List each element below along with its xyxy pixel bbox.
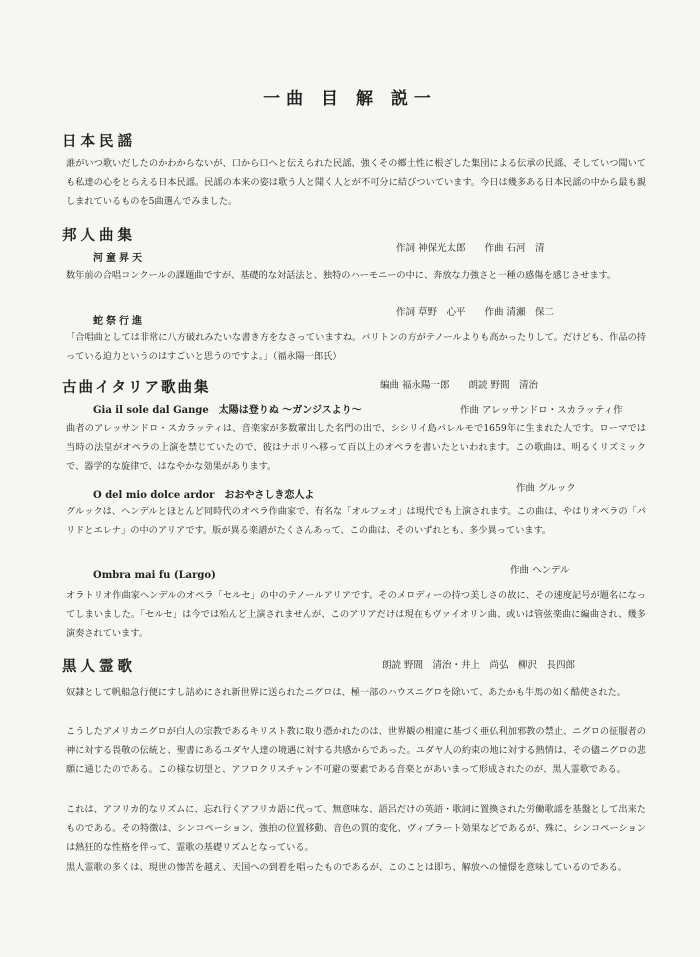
kokujin-paragraph-1: 奴隷として帆船急行便にすし詰めにされ新世界に送られたニグロは、極一部のハウスニグロを除いて、あたかも牛馬の如く酷使された。 [66,687,626,698]
credit-odel: 作曲 グルック [516,483,576,494]
credit-ombra: 作曲 ヘンデル [510,565,570,576]
page-title: 一曲 目 解 説一 [263,89,437,109]
ombra-text: オラトリオ作曲家ヘンデルのオペラ「セルセ」の中のテノールアリアです。そのメロディーの持つ美しさの故に、その速度記号が題名になってしまいました。「セルセ」は今では殆んど上演されませんが、このアリアだけは現在もヴァイオリン曲、或いは管弦楽曲に編曲され、幾多演奏されています。 [66,590,646,639]
gia-text: 曲者のアレッサンドロ・スカラッティは、音楽家が多数輩出した名門の出で、シシリイ島パレルモで1659年に生まれた人です。ローマでは当時の法皇がオペラの上演を禁じていたので、彼はナポリへ移って百以上のオペラを書いたといわれます。この歌曲は、明るくリズミックで、器学的な旋律で、はなやかな効果があります。 [66,423,646,472]
song-title-gia: Gia il sole dal Gange 太陽は登りぬ ～ガンジスより～ [93,405,362,416]
credit-kokujin: 朗読 野間 清治・井上 尚弘 柳沢 長四郎 [382,660,576,671]
song-title-ombra: Ombra mai fu (Largo) [93,570,216,581]
kokujin-paragraph-2: こうしたアメリカニグロが白人の宗教であるキリスト教に取り憑かれたのは、世界観の相違に基づく亜仏利加邪教の禁止、ニグロの征服者の神に対する畏敬の伝統と、聖書にあるユダヤ人達の境遇に対する共感からであった。ユダヤ人の約束の地に対する熱情は、その儘ニグロの悲願に通じたのである。この様な切望と、アフロクリスチャン不可避の要素である音楽とがあいまって形成されたのが、黒人霊歌である。 [66,726,646,775]
minyo-text: 誰がいつ歌いだしたのかわからないが、口から口へと伝えられた民謡、強くその郷土性に根ざした集団による伝承の民謡、そしていつ聞いても私達の心をとらえる日本民謡。民謡の本来の姿は歌う人と聞く人とが不可分に結びついています。今日は幾多ある日本民謡の中から最も親しまれているものを5曲選んでみました。 [66,158,646,207]
credit-hebi: 作詞 草野 心平 作曲 清瀬 保二 [396,307,555,318]
section-heading-minyo: 日本民謡 [62,133,136,150]
section-heading-hojin: 邦人曲集 [62,227,136,244]
song-title-odel: O del mio dolce ardor おおやさしき恋人よ [93,490,315,501]
kappa-text: 数年前の合唱コンクールの課題曲ですが、基礎的な対話法と、独特のハーモニーの中に、奔放な力強さと一種の感傷を感じさせます。 [66,270,617,281]
hebi-text: 「合唱曲としては非常に八方破れみたいな書き方をなさっていますね。バリトンの方がテノールよりも高かったりして。だけども、作品の持っている迫力というのはすごいと思うのですよ。」（福永陽一郎氏） [66,332,646,362]
odel-text: グルックは、ヘンデルとほとんど同時代のオペラ作曲家で、有名な「オルフェオ」は現代でも上演されます。この曲は、やはりオペラの「パリドとエレナ」の中のアリアです。版が異る楽譜がたくさんあって、この曲は、そのいずれとも、多少異っています。 [66,506,646,536]
song-title-hebi: 蛇祭行進 [93,316,145,327]
song-title-kappa: 河童昇天 [93,253,145,264]
credit-kappa: 作詞 神保光太郎 作曲 石河 清 [396,243,545,254]
credit-gia: 作曲 アレッサンドロ・スカラッティ作 [460,405,623,416]
section-heading-kokujin: 黒人霊歌 [62,658,136,675]
credit-italia: 編曲 福永陽一郎 朗読 野間 清治 [380,380,539,391]
kokujin-paragraph-3: これは、アフリカ的なリズムに、忘れ行くアフリカ語に代って、無意味な、語呂だけの英語・歌詞に置換された労働歌謡を基盤として出来たものである。その特徴は、シンコペーション、強拍の位置移動、音色の質的変化、ヴィブラート効果などであるが、殊に、シンコペーションは熱狂的な性格を伴って、霊歌の基礎リズムとなっている。 [66,804,646,853]
section-heading-italia: 古曲イタリア歌曲集 [62,379,211,396]
kokujin-paragraph-4: 黒人霊歌の多くは、現世の惨苦を越え、天国への到着を唱ったものであるが、このことは即ち、解放への憧憬を意味しているのである。 [66,862,627,873]
